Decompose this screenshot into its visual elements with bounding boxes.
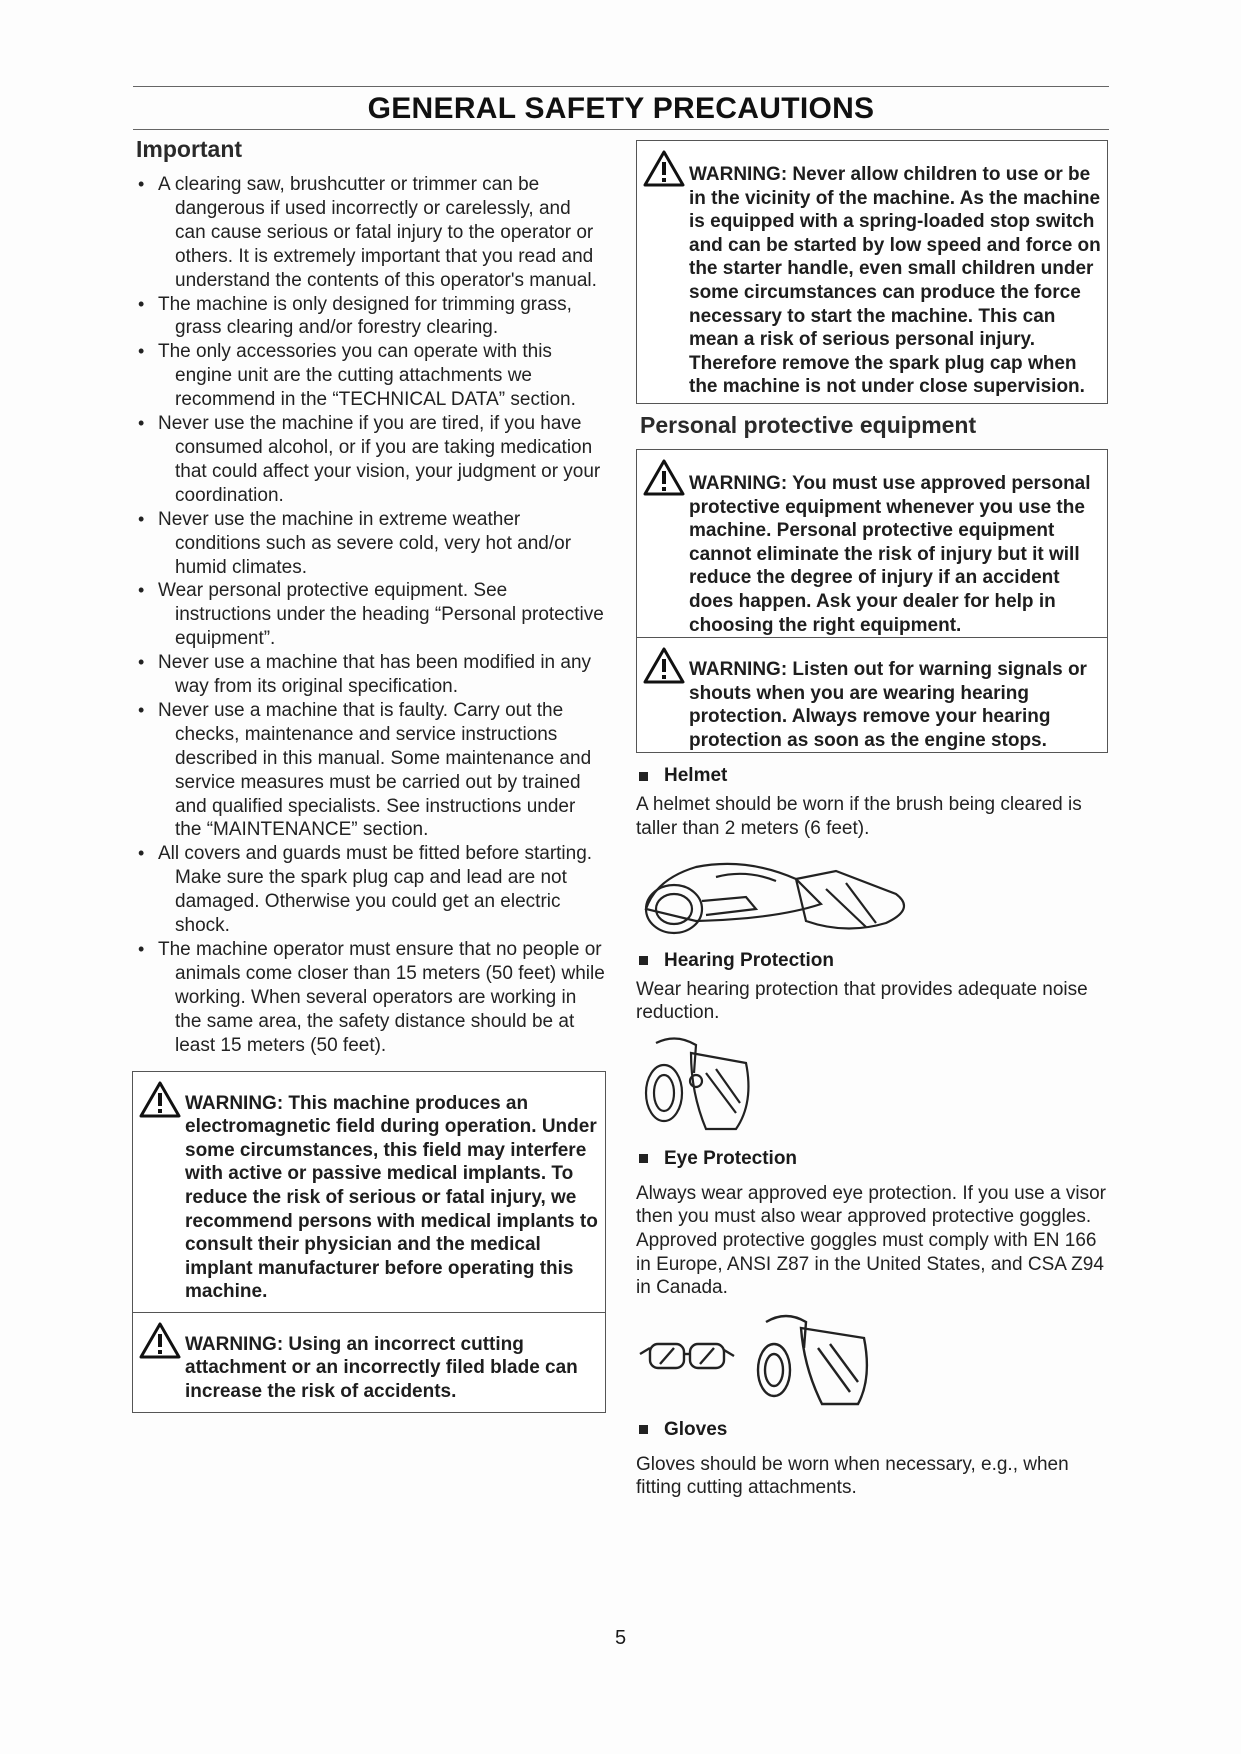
helmet-illustration-icon <box>636 849 916 945</box>
children-warning-text: WARNING: Never allow children to use or be in the vicinity of the machine. As the machine is equipped with a spring-loaded stop switch and can be started by low speed and force on the starter handle, even small children under some circumstances can produce the force necessary to start the machine. This can mean a risk of serious personal injury. Therefore remove the spark plug cap when the machine is not under close supervision. <box>689 164 1101 398</box>
square-bullet-icon <box>639 772 648 781</box>
list-item: • A clearing saw, brushcutter or trimmer can be dangerous if used incorrectly or carelessly, and can cause serious or fatal injury to the operator or others. It is extremely important that you read and understand the contents of this operator's manual. <box>136 173 606 293</box>
ear-protector-illustration-icon <box>636 1033 756 1137</box>
top-rule <box>133 86 1109 87</box>
warning-triangle-icon <box>139 1081 181 1118</box>
helmet-text: A helmet should be worn if the brush being cleared is taller than 2 meters (6 feet). <box>636 794 1082 840</box>
hearing-warning-box <box>636 637 1108 753</box>
list-item: • Never use a machine that is faulty. Carry out the checks, maintenance and service instructions described in this manual. Some maintenance and service measures must be carried out by trained and qualified specialists. See instructions under the “MAINTENANCE” section. <box>136 699 606 842</box>
square-bullet-icon <box>639 1425 648 1434</box>
hearing-heading-label: Hearing Protection <box>664 949 834 971</box>
list-item: • Never use the machine in extreme weather conditions such as severe cold, very hot and/or humid climates. <box>136 508 606 580</box>
list-item: • The only accessories you can operate with this engine unit are the cutting attachments we recommend in the “TECHNICAL DATA” section. <box>136 340 606 412</box>
hearing-heading <box>636 950 1108 972</box>
important-list <box>136 173 606 1058</box>
ppe-warnings <box>636 449 1108 754</box>
list-item: • The machine is only designed for trimming grass, grass clearing and/or forestry clearing. <box>136 293 606 341</box>
list-item: • The machine operator must ensure that no people or animals come closer than 15 meters (50 feet) while working. When several operators are working in the same area, the safety distance should be at least 15 meters (50 feet). <box>136 938 606 1058</box>
square-bullet-icon <box>639 956 648 965</box>
ppe-heading: Personal protective equipment <box>640 411 977 438</box>
page-number: 5 <box>614 1627 627 1649</box>
eye-heading <box>636 1148 1108 1170</box>
warning-triangle-icon <box>643 150 685 187</box>
title-rule <box>133 129 1109 130</box>
warning-triangle-icon <box>139 1322 181 1359</box>
eye-text: Always wear approved eye protection. If you use a visor then you must also wear approved protective goggles. Approved protective goggles must comply with EN 166 in Europe, ANSI Z87 in the United States, and CSA Z94 in Canada. <box>636 1182 1106 1299</box>
eye-heading-label: Eye Protection <box>664 1147 798 1169</box>
emf-warning-text: WARNING: This machine produces an electromagnetic field during operation. Under some circumstances, this field may interfere with active or passive medical implants. To reduce the risk of serious or fatal injury, we recommend persons with medical implants to consult their physician and the medical implant manufacturer before operating this machine. <box>185 1092 598 1303</box>
warning-triangle-icon <box>643 647 685 684</box>
right-column <box>636 140 1108 1500</box>
emf-warning-box <box>132 1071 606 1312</box>
left-warnings <box>132 1071 606 1413</box>
left-column <box>136 136 606 1413</box>
important-heading: Important <box>136 136 243 162</box>
warning-triangle-icon <box>643 459 685 496</box>
hearing-warning-text: WARNING: Listen out for warning signals or shouts when you are wearing hearing protection. Always remove your hearing protection as soon as the engine stops. <box>689 659 1087 751</box>
gloves-heading-label: Gloves <box>664 1418 728 1440</box>
gloves-heading <box>636 1419 1108 1441</box>
children-warning-box <box>636 140 1108 404</box>
gloves-text: Gloves should be worn when necessary, e.g., when fitting cutting attachments. <box>636 1453 1069 1499</box>
ppe-warning-text: WARNING: You must use approved personal protective equipment whenever you use the machine. Personal protective equipment cannot eliminate the risk of injury but it will reduce the degree of injury if an accident does happen. Ask your dealer for help in choosing the right equipment. <box>689 472 1091 636</box>
page-title: GENERAL SAFETY PRECAUTIONS <box>367 92 875 125</box>
cutting-warning-text: WARNING: Using an incorrect cutting attachment or an incorrectly filed blade can increase the risk of accidents. <box>185 1333 578 1403</box>
list-item: • Never use the machine if you are tired, if you have consumed alcohol, or if you are taking medication that could affect your vision, your judgment or your coordination. <box>136 412 606 508</box>
children-warning-group <box>636 140 1108 404</box>
helmet-heading <box>636 765 1108 787</box>
goggles-visor-illustration-icon <box>636 1308 886 1408</box>
list-item: • All covers and guards must be fitted before starting. Make sure the spark plug cap and lead are not damaged. Otherwise you could get an electric shock. <box>136 842 606 938</box>
ppe-warning-box <box>636 449 1108 637</box>
list-item: • Wear personal protective equipment. See instructions under the heading “Personal protective equipment”. <box>136 579 606 651</box>
list-item: • Never use a machine that has been modified in any way from its original specification. <box>136 651 606 699</box>
hearing-text: Wear hearing protection that provides adequate noise reduction. <box>636 978 1088 1024</box>
cutting-warning-box <box>132 1312 606 1413</box>
square-bullet-icon <box>639 1154 648 1163</box>
helmet-heading-label: Helmet <box>664 765 728 787</box>
